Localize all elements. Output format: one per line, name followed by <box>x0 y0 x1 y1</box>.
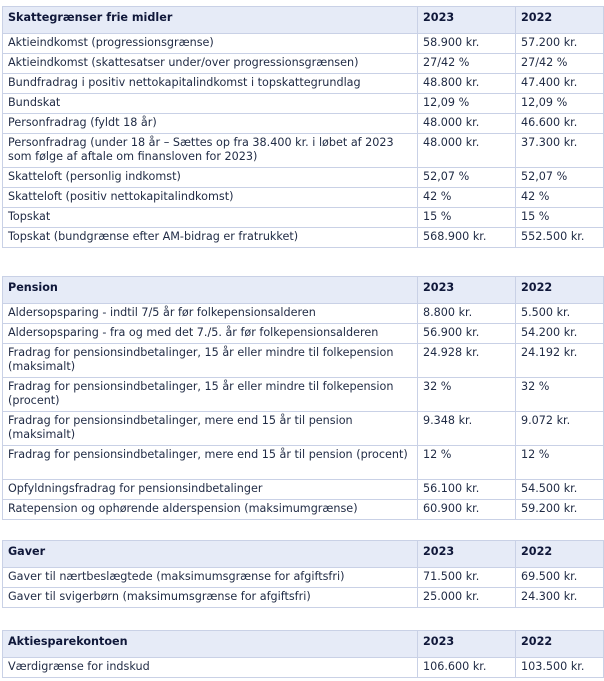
row-label: Ratepension og ophørende alderspension (maksimumgrænse) <box>3 500 418 520</box>
value-2022: 47.400 kr. <box>516 74 604 94</box>
value-2022: 12 % <box>516 446 604 480</box>
value-2023: 42 % <box>418 188 516 208</box>
row-label: Aldersopsparing - indtil 7/5 år før folkepensionsalderen <box>3 304 418 324</box>
year-2022-header: 2022 <box>516 631 604 658</box>
row-label: Opfyldningsfradrag for pensionsindbetalinger <box>3 480 418 500</box>
value-2023: 15 % <box>418 208 516 228</box>
row-label: Fradrag for pensionsindbetalinger, 15 år eller mindre til folkepension (procent) <box>3 378 418 412</box>
table-row <box>3 344 604 378</box>
value-2022: 5.500 kr. <box>516 304 604 324</box>
year-2022-header: 2022 <box>516 541 604 568</box>
value-2023: 32 % <box>418 378 516 412</box>
year-2022-header: 2022 <box>516 7 604 34</box>
row-label: Aldersopsparing - fra og med det 7./5. år før folkepensionsalderen <box>3 324 418 344</box>
table-row <box>3 34 604 54</box>
section-title: Gaver <box>3 541 418 568</box>
table-header-row <box>3 541 604 568</box>
value-2022: 103.500 kr. <box>516 658 604 678</box>
row-label: Personfradrag (fyldt 18 år) <box>3 114 418 134</box>
row-label: Personfradrag (under 18 år – Sættes op fra 38.400 kr. i løbet af 2023 som følge af aftale om finansloven for 2023) <box>3 134 418 168</box>
value-2022: 46.600 kr. <box>516 114 604 134</box>
section-title: Aktiesparekontoen <box>3 631 418 658</box>
year-2022-header: 2022 <box>516 277 604 304</box>
table-row <box>3 134 604 168</box>
table-row <box>3 168 604 188</box>
year-2023-header: 2023 <box>418 277 516 304</box>
table-row <box>3 658 604 678</box>
table-header-row <box>3 7 604 34</box>
table-row <box>3 500 604 520</box>
table-row <box>3 568 604 588</box>
table-row <box>3 588 604 608</box>
row-label: Fradrag for pensionsindbetalinger, mere end 15 år til pension (maksimalt) <box>3 412 418 446</box>
value-2023: 71.500 kr. <box>418 568 516 588</box>
value-2022: 15 % <box>516 208 604 228</box>
value-2023: 27/42 % <box>418 54 516 74</box>
value-2022: 12,09 % <box>516 94 604 114</box>
value-2023: 8.800 kr. <box>418 304 516 324</box>
table-gaver <box>2 540 604 608</box>
value-2022: 54.200 kr. <box>516 324 604 344</box>
value-2023: 48.800 kr. <box>418 74 516 94</box>
value-2022: 54.500 kr. <box>516 480 604 500</box>
row-label: Topskat (bundgrænse efter AM-bidrag er fratrukket) <box>3 228 418 248</box>
table-row <box>3 74 604 94</box>
value-2022: 52,07 % <box>516 168 604 188</box>
value-2023: 12,09 % <box>418 94 516 114</box>
table-pension <box>2 276 604 520</box>
value-2022: 24.192 kr. <box>516 344 604 378</box>
value-2022: 69.500 kr. <box>516 568 604 588</box>
value-2023: 48.000 kr. <box>418 134 516 168</box>
row-label: Bundskat <box>3 94 418 114</box>
value-2023: 24.928 kr. <box>418 344 516 378</box>
table-row <box>3 446 604 480</box>
table-row <box>3 324 604 344</box>
section-title: Pension <box>3 277 418 304</box>
table-row <box>3 304 604 324</box>
value-2023: 52,07 % <box>418 168 516 188</box>
value-2022: 59.200 kr. <box>516 500 604 520</box>
table-row <box>3 228 604 248</box>
value-2023: 58.900 kr. <box>418 34 516 54</box>
value-2023: 12 % <box>418 446 516 480</box>
row-label: Fradrag for pensionsindbetalinger, 15 år eller mindre til folkepension (maksimalt) <box>3 344 418 378</box>
value-2022: 9.072 kr. <box>516 412 604 446</box>
value-2023: 56.900 kr. <box>418 324 516 344</box>
value-2023: 9.348 kr. <box>418 412 516 446</box>
table-row <box>3 54 604 74</box>
table-header-row <box>3 631 604 658</box>
table-skattegrænser-frie-midler <box>2 6 604 248</box>
value-2023: 25.000 kr. <box>418 588 516 608</box>
table-row <box>3 94 604 114</box>
table-aktiesparekontoen <box>2 630 604 678</box>
value-2022: 37.300 kr. <box>516 134 604 168</box>
table-row <box>3 480 604 500</box>
value-2023: 56.100 kr. <box>418 480 516 500</box>
value-2022: 57.200 kr. <box>516 34 604 54</box>
value-2022: 32 % <box>516 378 604 412</box>
row-label: Gaver til svigerbørn (maksimumsgrænse for afgiftsfri) <box>3 588 418 608</box>
table-row <box>3 412 604 446</box>
row-label: Aktieindkomst (skattesatser under/over progressionsgrænsen) <box>3 54 418 74</box>
year-2023-header: 2023 <box>418 631 516 658</box>
row-label: Fradrag for pensionsindbetalinger, mere end 15 år til pension (procent) <box>3 446 418 480</box>
value-2023: 60.900 kr. <box>418 500 516 520</box>
value-2022: 24.300 kr. <box>516 588 604 608</box>
section-title: Skattegrænser frie midler <box>3 7 418 34</box>
table-row <box>3 208 604 228</box>
value-2022: 552.500 kr. <box>516 228 604 248</box>
year-2023-header: 2023 <box>418 7 516 34</box>
row-label: Skatteloft (personlig indkomst) <box>3 168 418 188</box>
row-label: Bundfradrag i positiv nettokapitalindkomst i topskattegrundlag <box>3 74 418 94</box>
value-2023: 568.900 kr. <box>418 228 516 248</box>
table-row <box>3 188 604 208</box>
year-2023-header: 2023 <box>418 541 516 568</box>
value-2022: 27/42 % <box>516 54 604 74</box>
value-2022: 42 % <box>516 188 604 208</box>
table-row <box>3 114 604 134</box>
row-label: Gaver til nærtbeslægtede (maksimumsgrænse for afgiftsfri) <box>3 568 418 588</box>
table-header-row <box>3 277 604 304</box>
row-label: Skatteloft (positiv nettokapitalindkomst) <box>3 188 418 208</box>
row-label: Værdigrænse for indskud <box>3 658 418 678</box>
row-label: Topskat <box>3 208 418 228</box>
value-2023: 48.000 kr. <box>418 114 516 134</box>
table-row <box>3 378 604 412</box>
value-2023: 106.600 kr. <box>418 658 516 678</box>
row-label: Aktieindkomst (progressionsgrænse) <box>3 34 418 54</box>
